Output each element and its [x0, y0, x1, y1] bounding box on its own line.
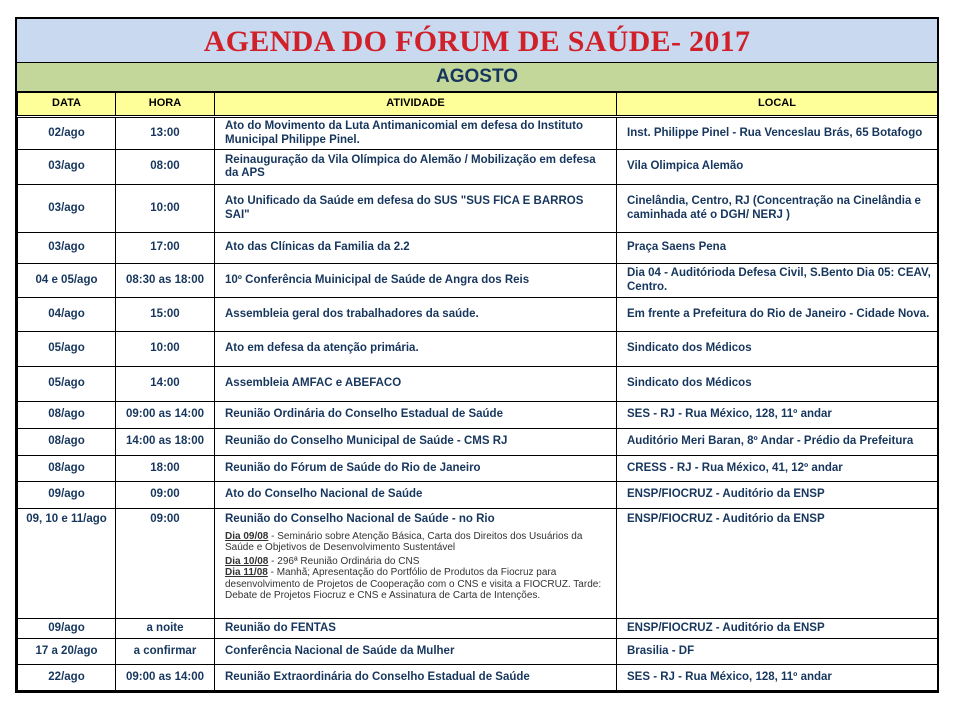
cell-hora: 08:00 [116, 150, 215, 185]
table-row [18, 509, 938, 619]
cell-atividade-detailed [215, 509, 617, 619]
month-bar [17, 63, 937, 92]
header-hora: HORA [116, 93, 215, 117]
cell-local: Sindicato dos Médicos [617, 367, 938, 402]
cell-local: Inst. Philippe Pinel - Rua Venceslau Brás, 65 Botafogo [617, 117, 938, 150]
activity-detail [225, 567, 610, 602]
table-row [18, 233, 938, 264]
cell-local: Em frente a Prefeitura do Rio de Janeiro - Cidade Nova. [617, 298, 938, 332]
cell-data: 09/ago [18, 482, 116, 509]
detail-label: Dia 10/08 [225, 555, 269, 567]
cell-data: 03/ago [18, 233, 116, 264]
table-row [18, 298, 938, 332]
detail-text: - Seminário sobre Atenção Básica, Carta dos Direitos dos Usuários da Saúde e Objetivos de Desenvolvimento Sustentável [225, 530, 583, 553]
table-row [18, 619, 938, 639]
cell-data: 08/ago [18, 402, 116, 429]
cell-atividade: Ato Unificado da Saúde em defesa do SUS "SUS FICA E BARROS SAI" [215, 185, 617, 233]
cell-atividade: Ato do Conselho Nacional de Saúde [215, 482, 617, 509]
cell-local: ENSP/FIOCRUZ - Auditório da ENSP [617, 482, 938, 509]
cell-hora: a confirmar [116, 639, 215, 665]
cell-data: 17 a 20/ago [18, 639, 116, 665]
table-row [18, 402, 938, 429]
table-row [18, 482, 938, 509]
cell-atividade: Reunião Ordinária do Conselho Estadual de Saúde [215, 402, 617, 429]
cell-local: Sindicato dos Médicos [617, 332, 938, 367]
cell-atividade: Ato das Clínicas da Familia da 2.2 [215, 233, 617, 264]
cell-data: 08/ago [18, 429, 116, 456]
agenda-table [17, 92, 938, 691]
activity-detail [225, 531, 610, 554]
cell-atividade: Ato em defesa da atenção primária. [215, 332, 617, 367]
cell-data: 22/ago [18, 665, 116, 691]
cell-local: Auditório Meri Baran, 8º Andar - Prédio da Prefeitura [617, 429, 938, 456]
cell-data: 03/ago [18, 150, 116, 185]
cell-hora: 09:00 as 14:00 [116, 665, 215, 691]
cell-data: 02/ago [18, 117, 116, 150]
header-atividade: ATIVIDADE [215, 93, 617, 117]
table-row [18, 117, 938, 150]
cell-atividade: Assembleia AMFAC e ABEFACO [215, 367, 617, 402]
table-row [18, 367, 938, 402]
cell-atividade: Reunião do FENTAS [215, 619, 617, 639]
cell-atividade: Ato do Movimento da Luta Antimanicomial em defesa do Instituto Municipal Philippe Pinel. [215, 117, 617, 150]
cell-local: ENSP/FIOCRUZ - Auditório da ENSP [617, 619, 938, 639]
cell-atividade: Reunião do Fórum de Saúde do Rio de Janeiro [215, 456, 617, 482]
page-title: AGENDA DO FÓRUM DE SAÚDE- 2017 [203, 25, 751, 58]
cell-hora: 13:00 [116, 117, 215, 150]
cell-data: 04/ago [18, 298, 116, 332]
cell-data: 09/ago [18, 619, 116, 639]
cell-local: Dia 04 - Auditórioda Defesa Civil, S.Bento Dia 05: CEAV, Centro. [617, 264, 938, 298]
cell-data: 05/ago [18, 332, 116, 367]
detail-text: - Manhã; Apresentação do Portfólio de Produtos da Fiocruz para desenvolvimento de Projetos de Cooperação com o CNS e visita a FIOCRUZ. Tarde: Debate de Projetos Fiocruz e CNS e Assinatura de Carta de Intenções. [225, 567, 602, 601]
cell-data: 08/ago [18, 456, 116, 482]
cell-hora: 10:00 [116, 185, 215, 233]
cell-hora: 09:00 [116, 482, 215, 509]
cell-atividade: Reinauguração da Vila Olímpica do Alemão / Mobilização em defesa da APS [215, 150, 617, 185]
table-row [18, 639, 938, 665]
detail-text: - 296ª Reunião Ordinária do CNS [268, 555, 420, 567]
cell-hora: 09:00 as 14:00 [116, 402, 215, 429]
cell-data: 04 e 05/ago [18, 264, 116, 298]
cell-hora: 18:00 [116, 456, 215, 482]
cell-local: SES - RJ - Rua México, 128, 11º andar [617, 402, 938, 429]
cell-local: ENSP/FIOCRUZ - Auditório da ENSP [617, 509, 938, 619]
agenda-frame [15, 17, 939, 693]
detail-label: Dia 09/08 [225, 530, 269, 542]
table-row [18, 332, 938, 367]
table-row [18, 264, 938, 298]
header-local: LOCAL [617, 93, 938, 117]
cell-atividade: Conferência Nacional de Saúde da Mulher [215, 639, 617, 665]
cell-hora: 14:00 [116, 367, 215, 402]
cell-data: 09, 10 e 11/ago [18, 509, 116, 619]
cell-data: 03/ago [18, 185, 116, 233]
month-label: AGOSTO [436, 66, 518, 87]
cell-atividade: Assembleia geral dos trabalhadores da saúde. [215, 298, 617, 332]
cell-local: Vila Olimpica Alemão [617, 150, 938, 185]
table-row [18, 456, 938, 482]
table-row [18, 185, 938, 233]
cell-hora: 10:00 [116, 332, 215, 367]
cell-atividade: Reunião do Conselho Municipal de Saúde - CMS RJ [215, 429, 617, 456]
cell-hora: 17:00 [116, 233, 215, 264]
cell-hora: 14:00 as 18:00 [116, 429, 215, 456]
title-bar [17, 19, 937, 63]
cell-atividade: 10º Conferência Muinicipal de Saúde de Angra dos Reis [215, 264, 617, 298]
cell-hora: 15:00 [116, 298, 215, 332]
cell-hora: a noite [116, 619, 215, 639]
table-row [18, 429, 938, 456]
detail-label: Dia 11/08 [225, 567, 268, 578]
cell-local: CRESS - RJ - Rua México, 41, 12º andar [617, 456, 938, 482]
activity-detail [225, 556, 610, 568]
table-row [18, 665, 938, 691]
cell-atividade: Reunião Extraordinária do Conselho Estadual de Saúde [215, 665, 617, 691]
activity-title: Reunião do Conselho Nacional de Saúde - no Rio [225, 513, 495, 525]
cell-hora: 08:30 as 18:00 [116, 264, 215, 298]
cell-data: 05/ago [18, 367, 116, 402]
cell-local: Praça Saens Pena [617, 233, 938, 264]
table-header-row [18, 93, 938, 117]
table-row [18, 150, 938, 185]
cell-local: Brasilia - DF [617, 639, 938, 665]
header-data: DATA [18, 93, 116, 117]
cell-local: Cinelândia, Centro, RJ (Concentração na Cinelândia e caminhada até o DGH/ NERJ ) [617, 185, 938, 233]
cell-hora: 09:00 [116, 509, 215, 619]
cell-local: SES - RJ - Rua México, 128, 11º andar [617, 665, 938, 691]
